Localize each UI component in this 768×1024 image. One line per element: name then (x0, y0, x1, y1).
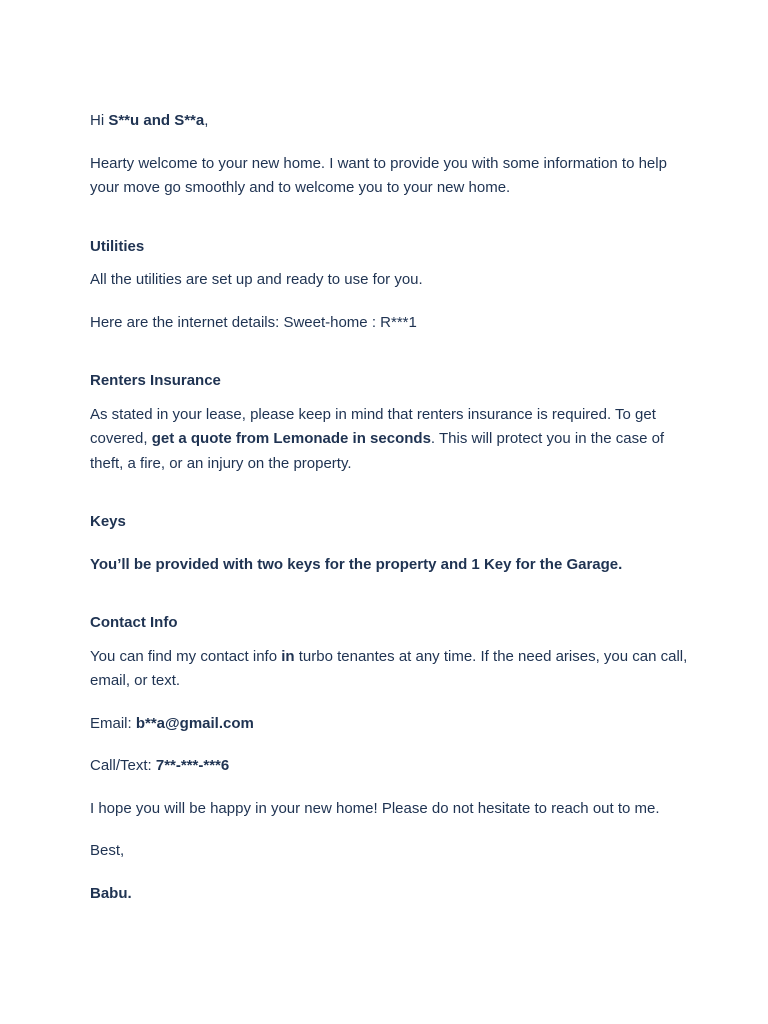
keys-text: You’ll be provided with two keys for the property and 1 Key for the Garage. (90, 555, 623, 573)
insurance-heading: Renters Insurance (90, 372, 221, 389)
letter-body (90, 109, 690, 906)
closing-text: I hope you will be happy in your new home! Please do not hesitate to reach out to me. (90, 799, 660, 817)
phone-line (90, 754, 690, 779)
greeting (90, 109, 690, 134)
email-line (90, 712, 690, 737)
contact-text-bold: in (281, 647, 295, 665)
intro-paragraph: Hearty welcome to your new home. I want to provide you with some information to help your move go smoothly and to welcome you to your new home. (90, 154, 667, 196)
insurance-paragraph (90, 403, 690, 477)
insurance-text-after: . This will protect you in the case of theft, a fire, or an injury on the property. (90, 430, 665, 472)
contact-text-after: turbo tenantes at any time. If the need arises, you can call, email, or text. (90, 647, 688, 689)
signoff: Best, (90, 842, 125, 859)
email-value: b**a@gmail.com (135, 714, 254, 732)
utilities-heading: Utilities (90, 237, 145, 255)
contact-paragraph (90, 645, 690, 694)
email-label: Email: (90, 714, 136, 732)
lemonade-quote-link[interactable]: get a quote from Lemonade in seconds (151, 430, 431, 447)
insurance-text-before: As stated in your lease, please keep in mind that renters insurance is required. To get covered, (90, 405, 656, 447)
contact-heading: Contact Info (90, 614, 178, 631)
greeting-suffix: , (204, 112, 209, 129)
keys-heading: Keys (90, 513, 126, 530)
signature: Babu. (90, 884, 132, 902)
phone-label: Call/Text: (90, 757, 156, 774)
contact-text-before: You can find my contact info (90, 647, 282, 665)
internet-details: Here are the internet details: Sweet-home : R***1 (90, 313, 417, 331)
greeting-names: S**u and S**a (108, 112, 205, 129)
phone-value: 7**-***-***6 (155, 757, 230, 774)
greeting-prefix: Hi (90, 112, 109, 129)
utilities-text: All the utilities are set up and ready to use for you. (90, 271, 423, 288)
